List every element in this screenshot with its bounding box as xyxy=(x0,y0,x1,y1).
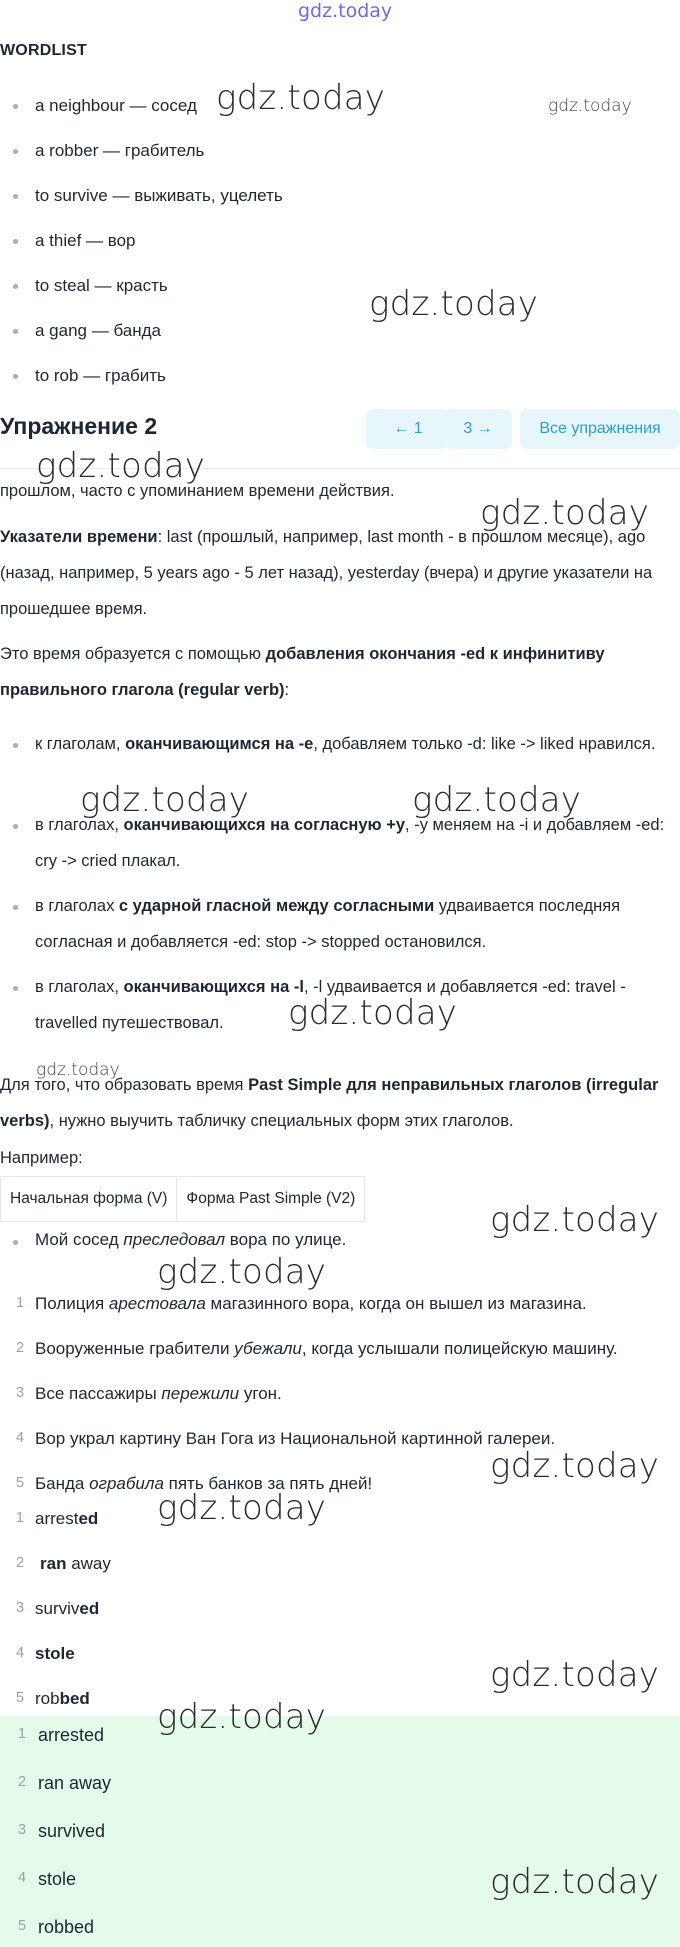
text: Полиция xyxy=(35,1294,109,1313)
bullet-dot xyxy=(13,986,18,991)
wordlist-title: WORDLIST xyxy=(0,42,87,59)
translation-item xyxy=(35,1376,282,1412)
final-answer: stole xyxy=(38,1869,77,1889)
watermark: gdz.today xyxy=(36,446,206,486)
watermark: gdz.today xyxy=(369,284,539,324)
final-answer: survived xyxy=(38,1821,106,1841)
list-number: 5 xyxy=(18,1918,27,1934)
translation-item xyxy=(35,1421,555,1457)
irregular-text: Для того, что образовать время xyxy=(0,1076,249,1094)
irregular-bold: Past Simple для неправильных глаголов (irregular verbs) xyxy=(0,1076,659,1130)
bold-text: ran xyxy=(40,1554,67,1573)
watermark: gdz.today xyxy=(36,1060,120,1080)
bold-text: bed xyxy=(59,1689,90,1708)
watermark: gdz.today xyxy=(80,780,250,820)
list-number: 4 xyxy=(16,1430,25,1446)
table-header-cell: Начальная форма (V) xyxy=(1,1177,177,1222)
list-number: 1 xyxy=(16,1295,25,1311)
answer-item xyxy=(35,1591,99,1627)
watermark: gdz.today xyxy=(548,96,632,116)
table-header-row xyxy=(1,1177,365,1222)
bullet-dot xyxy=(13,194,18,199)
text: Мой сосед xyxy=(35,1230,124,1249)
exercise-title: Упражнение 2 xyxy=(0,413,158,439)
italic-text: пережили xyxy=(161,1384,240,1403)
watermark: gdz.today xyxy=(157,1488,327,1528)
formation-bold: добавления окончания -ed к инфинитиву правильного глагола (regular verb) xyxy=(0,645,605,699)
italic-text: убежали xyxy=(234,1339,302,1358)
final-answer: robbed xyxy=(38,1917,95,1937)
rule-text: удваивается последняя согласная и добавляется -ed: stop -> stopped остановился. xyxy=(35,897,621,951)
formation-text: Это время образуется с помощью xyxy=(0,645,266,663)
final-answer: ran away xyxy=(38,1773,112,1793)
watermark: gdz.today xyxy=(412,780,582,820)
wordlist-item: to steal — красть xyxy=(35,276,168,295)
time-markers-paragraph xyxy=(0,519,675,627)
text: Вооруженные грабители xyxy=(35,1339,235,1358)
text: Банда xyxy=(35,1474,90,1493)
bold-text: stole xyxy=(35,1644,75,1663)
watermark: gdz.today xyxy=(490,1862,660,1902)
list-number: 4 xyxy=(18,1870,27,1886)
text: rob xyxy=(35,1689,60,1708)
list-number: 3 xyxy=(16,1385,25,1401)
theory-line: прошлом, часто с упоминанием времени действия. xyxy=(0,482,395,500)
bullet-dot xyxy=(13,149,18,154)
rule-item xyxy=(35,888,680,960)
bullet-dot xyxy=(13,104,18,109)
list-number: 2 xyxy=(16,1340,25,1356)
rule-text: , добавляем только -d: like -> liked нравился. xyxy=(313,735,656,753)
rule-text: , -y меняем на -i и добавляем -ed: cry -> cried плакал. xyxy=(35,816,665,870)
list-number: 1 xyxy=(16,1510,25,1526)
example-label: Например: xyxy=(0,1149,83,1167)
answer-item xyxy=(40,1546,111,1582)
final-answer: arrested xyxy=(38,1725,105,1745)
rule-text: в глаголах xyxy=(35,897,119,915)
formation-colon: : xyxy=(284,681,290,699)
wordlist-item: a neighbour — сосед xyxy=(35,96,197,115)
bullet-dot xyxy=(13,239,18,244)
text: пять банков за пять дней! xyxy=(163,1474,373,1493)
next-exercise-button[interactable]: 3 → xyxy=(444,409,512,449)
list-number: 2 xyxy=(16,1555,25,1571)
italic-text: ограбила xyxy=(89,1474,164,1493)
text: arrest xyxy=(35,1509,79,1528)
irregular-text: , нужно выучить табличку специальных форм этих глаголов. xyxy=(49,1112,514,1130)
rule-text: , -l удваивается и добавляется -ed: travel - travelled путешествовал. xyxy=(35,978,626,1032)
list-number: 5 xyxy=(16,1475,25,1491)
prev-exercise-button[interactable]: ← 1 xyxy=(366,409,450,449)
watermark: gdz.today xyxy=(157,1697,327,1737)
answer-item xyxy=(35,1636,75,1672)
watermark: gdz.today xyxy=(490,1446,660,1486)
list-number: 3 xyxy=(16,1600,25,1616)
rule-bold: оканчивающихся на согласную +y xyxy=(123,816,406,834)
watermark: gdz.today xyxy=(490,1655,660,1695)
text: , когда услышали полицейскую машину. xyxy=(301,1339,618,1358)
rule-bold: оканчивающихся на -l xyxy=(123,978,304,996)
rule-text: в глаголах, xyxy=(35,978,124,996)
site-logo[interactable]: gdz.today xyxy=(298,0,393,22)
italic-text: преследовал xyxy=(123,1230,226,1249)
rule-item xyxy=(35,726,680,762)
verb-forms-table xyxy=(0,1176,365,1222)
time-markers-text: : last (прошлый, например, last month - в прошлом месяце), ago (назад, например, 5 years ago - 5 лет назад), yesterday (вчера) и другие указатели на прошедшее время. xyxy=(0,528,653,618)
watermark: gdz.today xyxy=(157,1252,327,1292)
table-header-cell: Форма Past Simple (V2) xyxy=(177,1177,365,1222)
bullet-dot xyxy=(13,329,18,334)
text: магазинного вора, когда он вышел из магазина. xyxy=(205,1294,587,1313)
text: surviv xyxy=(35,1599,80,1618)
rule-text: в глаголах, xyxy=(35,816,124,834)
list-number: 2 xyxy=(18,1774,27,1790)
list-number: 5 xyxy=(16,1690,25,1706)
formation-paragraph xyxy=(0,636,675,708)
translation-item xyxy=(35,1331,618,1367)
bullet-dot xyxy=(13,824,18,829)
bullet-dot xyxy=(13,1240,18,1245)
bold-text: ed xyxy=(79,1599,100,1618)
list-number: 1 xyxy=(18,1726,27,1742)
wordlist-item: to rob — грабить xyxy=(35,366,166,385)
bullet-dot xyxy=(13,905,18,910)
bullet-dot xyxy=(13,743,18,748)
bullet-dot xyxy=(13,374,18,379)
bullet-dot xyxy=(13,284,18,289)
text: Вор украл картину Ван Гога из Национальной картинной галереи. xyxy=(35,1429,556,1448)
wordlist-item: a robber — грабитель xyxy=(35,141,205,160)
wordlist-item: a thief — вор xyxy=(35,231,136,250)
all-exercises-button[interactable]: Все упражнения xyxy=(520,409,680,449)
answer-item xyxy=(35,1501,98,1537)
list-number: 4 xyxy=(16,1645,25,1661)
text: away xyxy=(66,1554,111,1573)
wordlist-item: a gang — банда xyxy=(35,321,162,340)
watermark: gdz.today xyxy=(216,78,386,118)
list-number: 3 xyxy=(18,1822,27,1838)
wordlist-item: to survive — выживать, уцелеть xyxy=(35,186,283,205)
answer-item xyxy=(35,1681,90,1717)
text: угон. xyxy=(239,1384,282,1403)
watermark: gdz.today xyxy=(490,1200,660,1240)
watermark: gdz.today xyxy=(288,993,458,1033)
text: Все пассажиры xyxy=(35,1384,162,1403)
bold-text: ed xyxy=(78,1509,99,1528)
italic-text: арестовала xyxy=(108,1294,206,1313)
rule-bold: оканчивающимся на -e xyxy=(125,735,314,753)
rule-text: к глаголам, xyxy=(35,735,126,753)
rule-bold: с ударной гласной между согласными xyxy=(118,897,435,915)
watermark: gdz.today xyxy=(480,493,650,533)
time-markers-label: Указатели времени xyxy=(0,528,158,546)
text: вора по улице. xyxy=(225,1230,347,1249)
